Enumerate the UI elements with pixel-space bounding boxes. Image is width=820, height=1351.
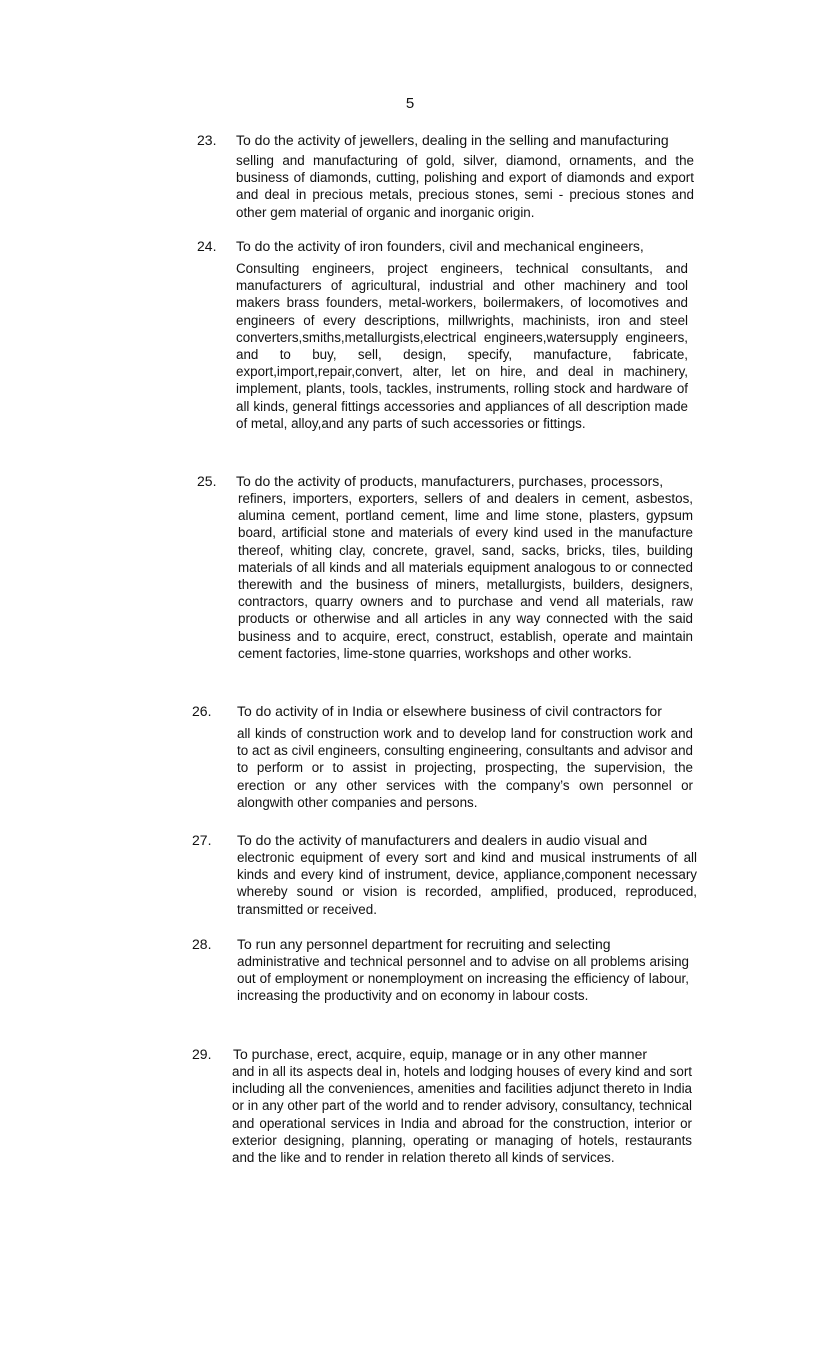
clause-first-line: To do the activity of manufacturers and dealers in audio visual and [237,832,648,848]
clause-number: 28. [192,936,212,952]
page-number: 5 [405,95,415,112]
clause-text: and in all its aspects deal in, hotels and lodging houses of every kind and sort including all the conveniences, amenities and facilities adjunct thereto in India or in any other part of the world and to render advisory, consultancy, technical and operational services in India and abroad for the construction, interior or exterior designing, planning, operating or managing of hotels, restaurants and the like and to render in relation thereto all kinds of services. [232,1064,692,1166]
clause-text: all kinds of construction work and to develop land for construction work and to act as civil engineers, consulting engineering, consultants and advisor and to perform or to assist in projecting, prospecting, the supervision, the erection or any other services with the company’s own personnel or alongwith other companies and persons. [237,726,693,810]
clause-text: Consulting engineers, project engineers, technical consultants, and manufacturers of agricultural, industrial and other machinery and tool makers brass founders, metal-workers, boilermakers, of locomotives and engineers of every descriptions, millwrights, machinists, iron and steel converters,smiths,metallurgists,electrical engineers,watersupply engineers, and to buy, sell, design, specify, manufacture, fabricate, export,import,repair,convert, alter, let on hire, and deal in machinery, implement, plants, tools, tackles, instruments, rolling stock and hardware of all kinds, general fittings accessories and appliances of all description made of metal, alloy,and any parts of such accessories or fittings. [236,261,688,431]
clause-number: 26. [192,703,212,719]
clause-text: administrative and technical personnel and to advise on all problems arising out of employment or nonemployment on increasing the efficiency of labour, increasing the productivity and on economy in labour costs. [237,954,689,1004]
clause-text: electronic equipment of every sort and kind and musical instruments of all kinds and every kind of instrument, device, appliance,component necessary whereby sound or vision is recorded, amplified, produced, reproduced, transmitted or received. [237,850,697,917]
clause-first-line: To do activity of in India or elsewhere business of civil contractors for [237,703,662,719]
clause-number: 24. [197,238,217,254]
clause-number: 23. [197,132,217,148]
clause-number: 27. [192,832,212,848]
clause-text: selling and manufacturing of gold, silver, diamond, ornaments, and the business of diamonds, cutting, polishing and export of diamonds and export and deal in precious metals, precious stones, semi - precious stones and other gem material of organic and inorganic origin. [236,153,694,220]
clause-first-line: To do the activity of products, manufacturers, purchases, processors, [236,473,664,489]
clause-text: refiners, importers, exporters, sellers of and dealers in cement, asbestos, alumina cement, portland cement, lime and lime stone, plasters, gypsum board, artificial stone and materials of every kind used in the manufacture thereof, whiting clay, concrete, gravel, sand, sacks, bricks, tiles, building materials of all kinds and all materials equipment analogous to or connected therewith and the business of miners, metallurgists, builders, designers, contractors, quarry owners and to purchase and vend all materials, raw products or otherwise and all articles in any way connected with the said business and to acquire, erect, construct, establish, operate and maintain cement factories, lime-stone quarries, workshops and other works. [238,491,693,661]
clause-first-line: To do the activity of iron founders, civil and mechanical engineers, [236,238,644,254]
clause-first-line: To purchase, erect, acquire, equip, manage or in any other manner [233,1046,648,1062]
clause-first-line: To run any personnel department for recruiting and selecting [237,936,611,952]
clause-number: 29. [192,1046,212,1062]
clause-first-line: To do the activity of jewellers, dealing in the selling and manufacturing [236,132,669,148]
clause-number: 25. [197,473,217,489]
